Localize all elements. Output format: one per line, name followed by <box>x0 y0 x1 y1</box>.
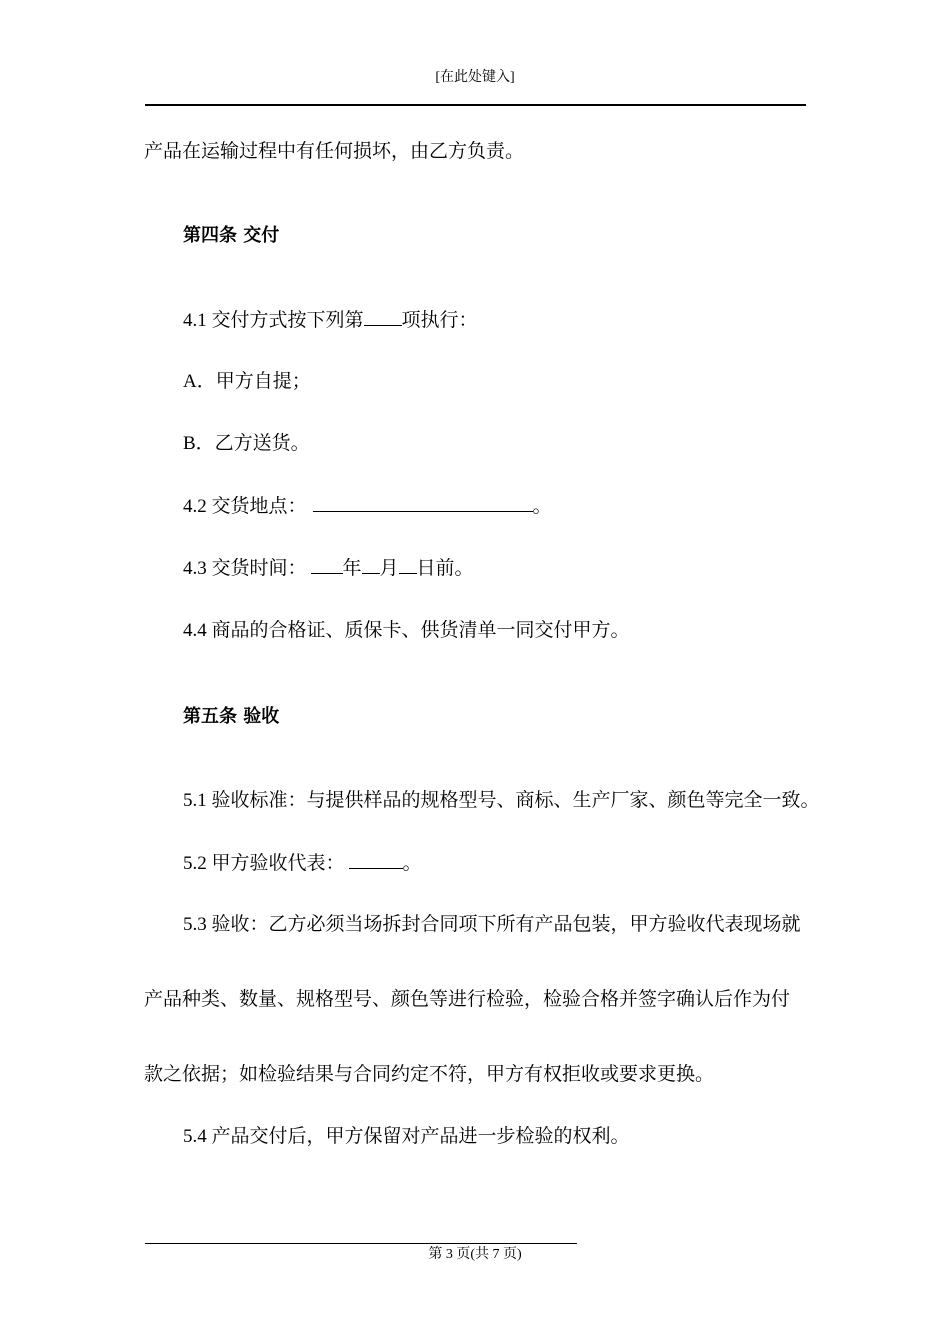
clause-4-1 <box>183 307 478 334</box>
article-4-heading: 第四条 交付 <box>183 225 280 246</box>
year-blank <box>311 555 343 574</box>
day-label: 日前。 <box>416 558 474 579</box>
clause-5-2 <box>183 850 422 877</box>
clause-4-1-prefix: 4.1 交付方式按下列第 <box>183 310 364 331</box>
delivery-location-blank <box>313 493 533 512</box>
clause-5-4: 5.4 产品交付后，甲方保留对产品进一步检验的权利。 <box>183 1126 630 1147</box>
option-a: A．甲方自提； <box>183 371 311 392</box>
clause-4-1-blank <box>364 307 402 326</box>
header-divider <box>145 104 806 106</box>
clause-5-1: 5.1 验收标准：与提供样品的规格型号、商标、生产厂家、颜色等完全一致。 <box>183 790 820 811</box>
clause-4-3 <box>183 555 474 582</box>
article-5-heading: 第五条 验收 <box>183 706 280 727</box>
year-label: 年 <box>342 558 362 579</box>
clause-5-3-line-3: 款之依据；如检验结果与合同约定不符，甲方有权拒收或要求更换。 <box>144 1064 715 1085</box>
day-blank <box>399 555 417 574</box>
option-b: B．乙方送货。 <box>183 433 310 454</box>
page-number-footer: 第 3 页(共 7 页) <box>428 1247 522 1262</box>
clause-5-3-line-2: 产品种类、数量、规格型号、颜色等进行检验，检验合格并签字确认后作为付 <box>144 989 791 1010</box>
page-header: [在此处键入] <box>435 70 515 85</box>
intro-paragraph: 产品在运输过程中有任何损坏，由乙方负责。 <box>144 141 525 162</box>
clause-4-2-prefix: 4.2 交货地点： <box>183 496 307 517</box>
clause-4-2 <box>183 493 552 520</box>
clause-4-4: 4.4 商品的合格证、质保卡、供货清单一同交付甲方。 <box>183 620 630 641</box>
month-blank <box>362 555 380 574</box>
clause-4-2-suffix: 。 <box>532 496 552 517</box>
clause-4-1-suffix: 项执行： <box>401 310 478 331</box>
month-label: 月 <box>379 558 399 579</box>
clause-5-2-prefix: 5.2 甲方验收代表： <box>183 853 345 874</box>
clause-5-3-line-1: 5.3 验收：乙方必须当场拆封合同项下所有产品包装，甲方验收代表现场就 <box>183 914 801 935</box>
footer-divider <box>145 1243 577 1244</box>
clause-5-2-suffix: 。 <box>402 853 422 874</box>
inspector-blank <box>349 850 403 869</box>
clause-4-3-prefix: 4.3 交货时间： <box>183 558 307 579</box>
